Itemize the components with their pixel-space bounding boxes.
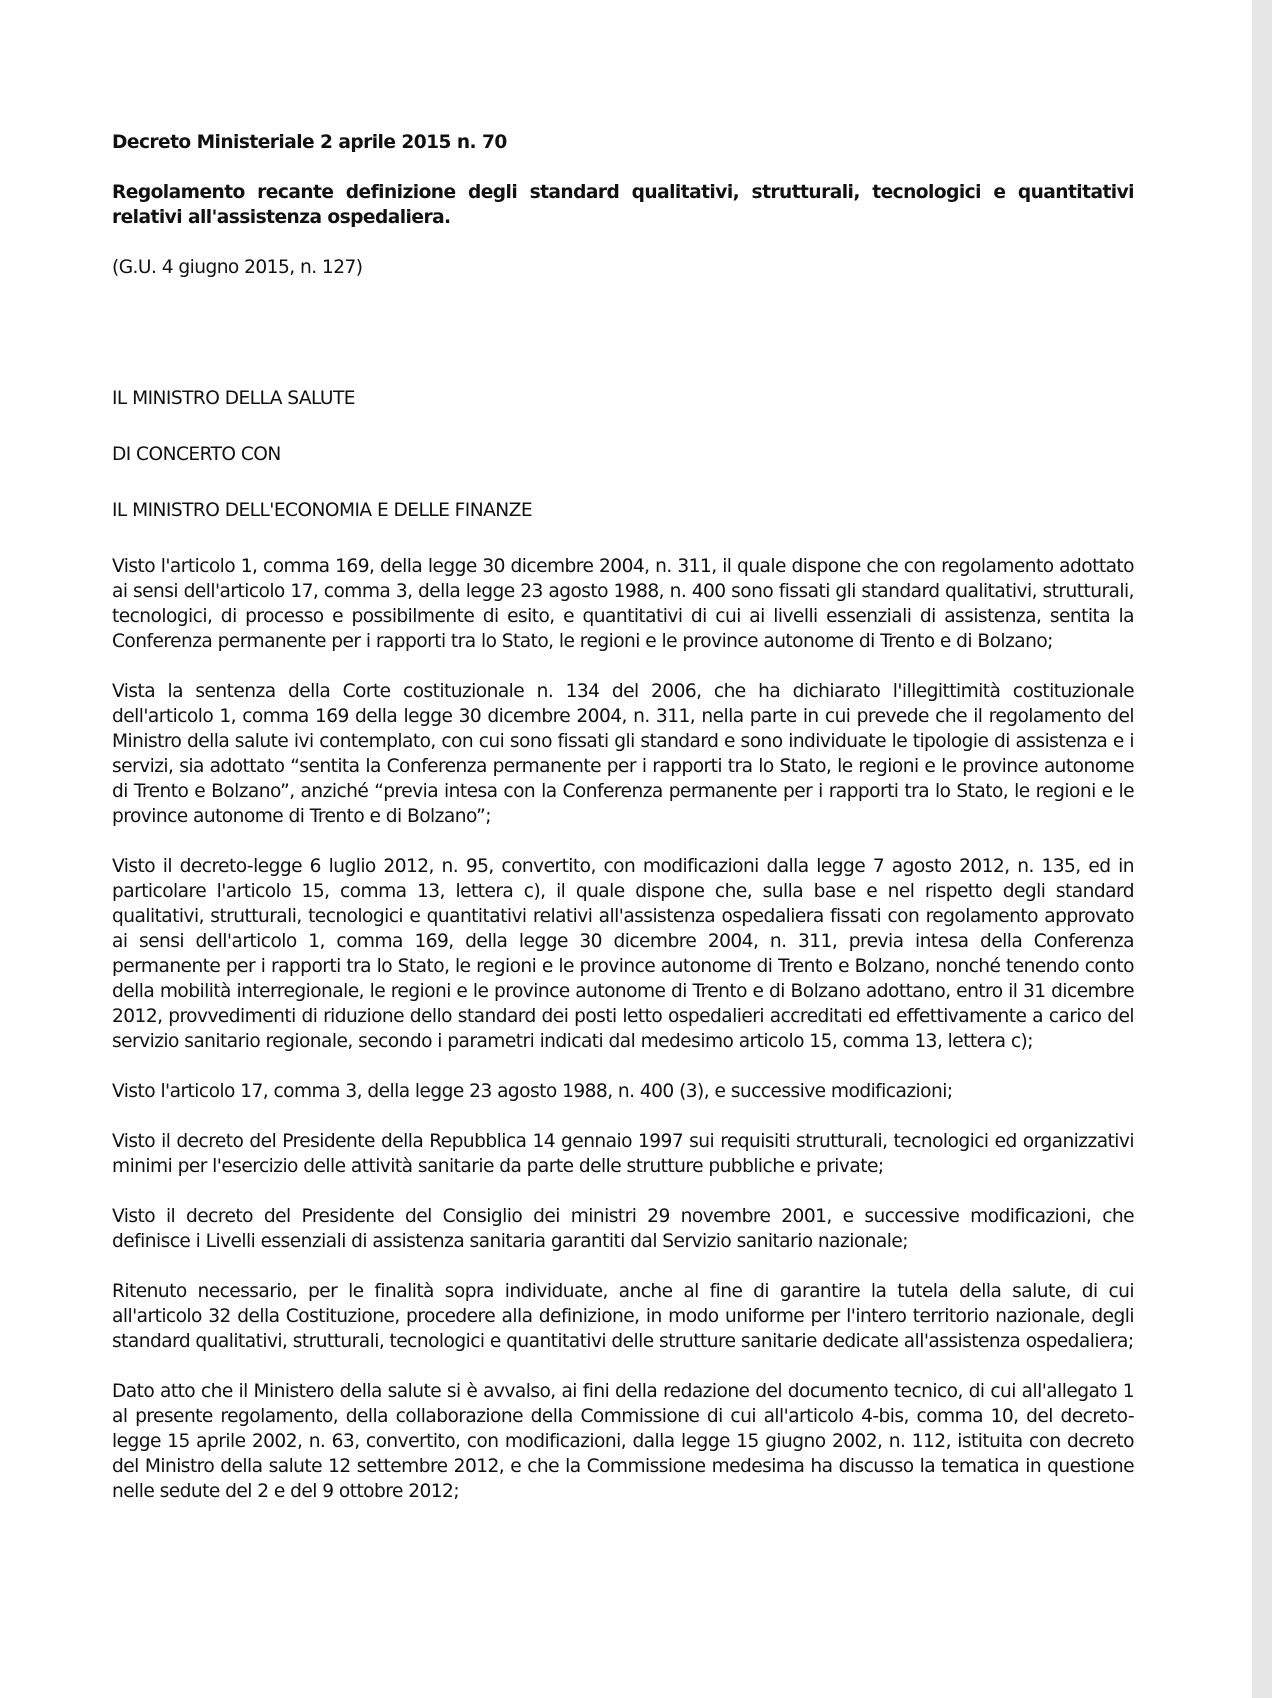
heading-minister-health: IL MINISTRO DELLA SALUTE: [112, 388, 355, 409]
paragraph-dpcm-2001: Visto il decreto del Presidente del Consiglio dei ministri 29 novembre 2001, e successive modificazioni, che definisce i Livelli essenziali di assistenza sanitaria garantiti dal Servizio sanitario nazionale;: [112, 1206, 1134, 1252]
paragraph-dato-atto: Dato atto che il Ministero della salute si è avvalso, ai fini della redazione del documento tecnico, di cui all'allegato 1 al presente regolamento, della collaborazione della Commissione di cui all'articolo 4-bis, comma 10, del decreto-legge 15 aprile 2002, n. 63, convertito, con modificazioni, dalla legge 15 giugno 2002, n. 112, istituita con decreto del Ministro della salute 12 settembre 2012, e che la Commissione medesima ha discusso la tematica in questione nelle sedute del 2 e del 9 ottobre 2012;: [112, 1381, 1134, 1502]
gazette-reference: (G.U. 4 giugno 2015, n. 127): [112, 257, 363, 278]
preamble-headings: [112, 386, 1134, 523]
paragraph-visto-legge-311: Visto l'articolo 1, comma 169, della legge 30 dicembre 2004, n. 311, il quale dispone che con regolamento adottato ai sensi dell'articolo 17, comma 3, della legge 23 agosto 1988, n. 400 sono fissati gli standard qualitativi, strutturali, tecnologici, di processo e possibilmente di esito, e quantitativi di cui ai livelli essenziali di assistenza, sentita la Conferenza permanente per i rapporti tra lo Stato, le regioni e le province autonome di Trento e di Bolzano;: [112, 556, 1134, 652]
document-subtitle: Regolamento recante definizione degli standard qualitativi, strutturali, tecnologici e quantitativi relativi all'assistenza ospedaliera.: [112, 182, 1134, 228]
heading-minister-economy: IL MINISTRO DELL'ECONOMIA E DELLE FINANZE: [112, 500, 533, 521]
paragraph-sentenza-corte: Vista la sentenza della Corte costituzionale n. 134 del 2006, che ha dichiarato l'illegittimità costituzionale dell'articolo 1, comma 169 della legge 30 dicembre 2004, n. 311, nella parte in cui prevede che il regolamento del Ministro della salute ivi contemplato, con cui sono fissati gli standard e sono individuate le tipologie di assistenza e i servizi, sia adottato “sentita la Conferenza permanente per i rapporti tra lo Stato, le regioni e le province autonome di Trento e Bolzano”, anziché “previa intesa con la Conferenza permanente per i rapporti tra lo Stato, le regioni e le province autonome di Trento e di Bolzano”;: [112, 681, 1134, 827]
right-margin-strip: [1252, 0, 1272, 1698]
document-title: Decreto Ministeriale 2 aprile 2015 n. 70: [112, 132, 507, 153]
paragraph-decreto-legge-95: Visto il decreto-legge 6 luglio 2012, n. 95, convertito, con modificazioni dalla legge 7 agosto 2012, n. 135, ed in particolare l'articolo 15, comma 13, lettera c), il quale dispone che, sulla base e nel rispetto degli standard qualitativi, strutturali, tecnologici e quantitativi relativi all'assistenza ospedaliera fissati con regolamento approvato ai sensi dell'articolo 1, comma 169, della legge 30 dicembre 2004, n. 311, previa intesa della Conferenza permanente per i rapporti tra lo Stato, le regioni e le province autonome di Trento e Bolzano, nonché tenendo conto della mobilità interregionale, le regioni e le province autonome di Trento e di Bolzano adottano, entro il 31 dicembre 2012, provvedimenti di riduzione dello standard dei posti letto ospedalieri accreditati ed effettivamente a carico del servizio sanitario regionale, secondo i parametri indicati dal medesimo articolo 15, comma 13, lettera c);: [112, 856, 1134, 1052]
paragraph-ritenuto-necessario: Ritenuto necessario, per le finalità sopra individuate, anche al fine di garantire la tutela della salute, di cui all'articolo 32 della Costituzione, procedere alla definizione, in modo uniforme per l'intero territorio nazionale, degli standard qualitativi, strutturali, tecnologici e quantitativi delle strutture sanitarie dedicate all'assistenza ospedaliera;: [112, 1281, 1134, 1352]
paragraph-dpr-1997: Visto il decreto del Presidente della Repubblica 14 gennaio 1997 sui requisiti strutturali, tecnologici ed organizzativi minimi per l'esercizio delle attività sanitarie da parte delle strutture pubbliche e private;: [112, 1131, 1134, 1177]
heading-in-concert-with: DI CONCERTO CON: [112, 444, 281, 465]
paragraph-legge-400: Visto l'articolo 17, comma 3, della legge 23 agosto 1988, n. 400 (3), e successive modificazioni;: [112, 1081, 953, 1102]
document-body: [112, 130, 1134, 1529]
